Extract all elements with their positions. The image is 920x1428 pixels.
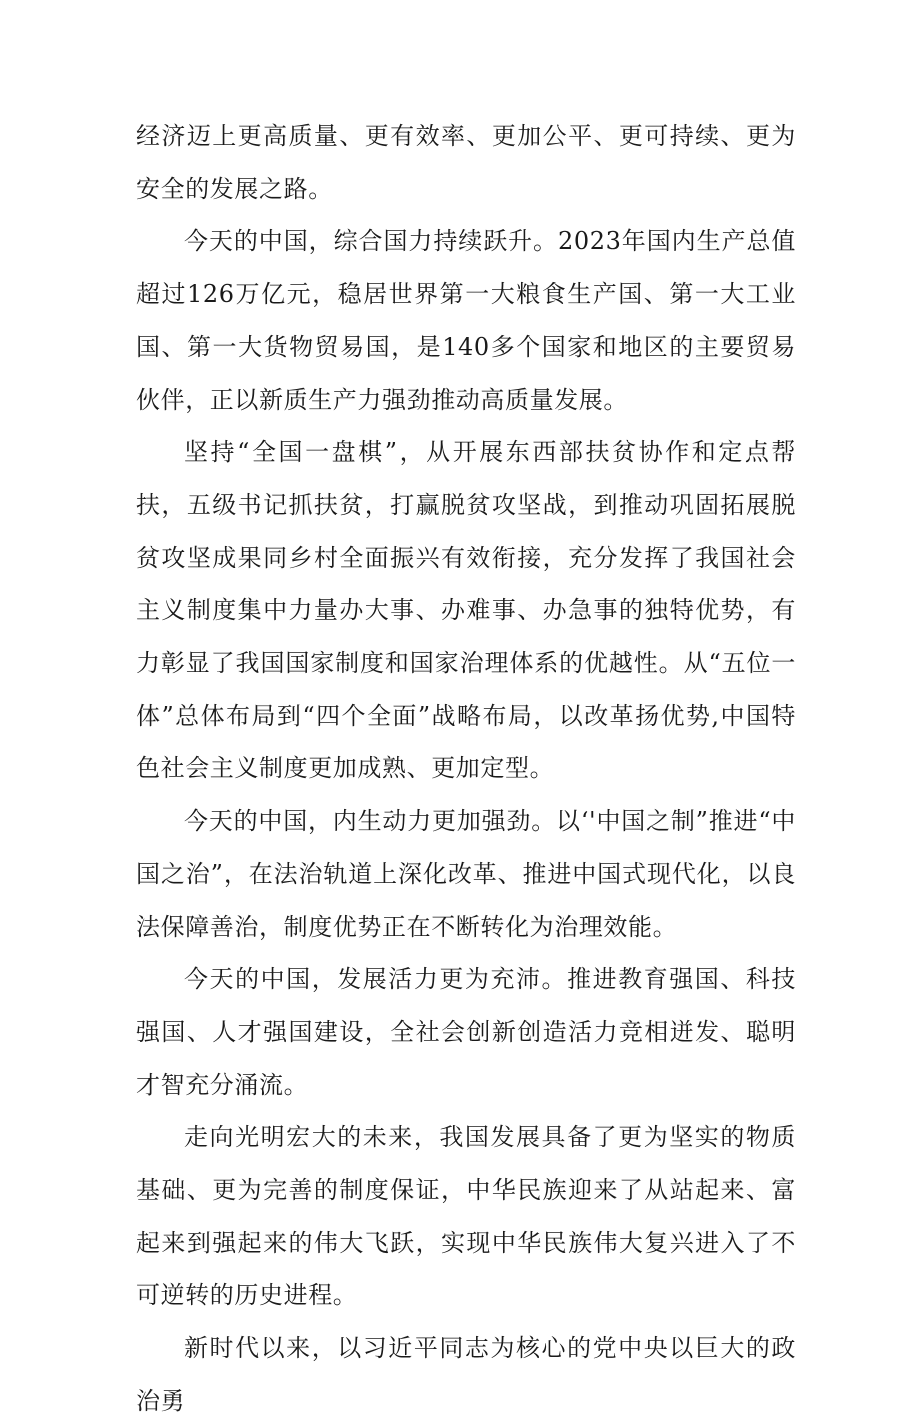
paragraph-bright-future: 走向光明宏大的未来，我国发展具备了更为坚实的物质基础、更为完善的制度保证，中华民族迎来了从站起来、富起来到强起来的伟大飞跃，实现中华民族伟大复兴进入了不可逆转的历史进程。 <box>136 1123 796 1310</box>
paragraph-continuation: 经济迈上更高质量、更有效率、更加公平、更可持续、更为安全的发展之路。 <box>136 122 796 203</box>
paragraph-national-strength: 今天的中国，综合国力持续跃升。2023年国内生产总值超过126万亿元，稳居世界第一大粮食生产国、第一大工业国、第一大货物贸易国，是140多个国家和地区的主要贸易伙伴，正以新质生产力强劲推动高质量发展。 <box>136 227 796 414</box>
paragraph-whole-country: 坚持“全国一盘棋”，从开展东西部扶贫协作和定点帮扶，五级书记抓扶贫，打赢脱贫攻坚战，到推动巩固拓展脱贫攻坚成果同乡村全面振兴有效衔接，充分发挥了我国社会主义制度集中力量办大事、办难事、办急事的独特优势，有力彰显了我国国家制度和国家治理体系的优越性。从“五位一体”总体布局到“四个全面”战略布局，以改革扬优势,中国特色社会主义制度更加成熟、更加定型。 <box>136 438 796 783</box>
paragraph-new-era: 新时代以来，以习近平同志为核心的党中央以巨大的政治勇 <box>136 1334 796 1415</box>
paragraph-development-vitality: 今天的中国，发展活力更为充沛。推进教育强国、科技强国、人才强国建设，全社会创新创造活力竞相迸发、聪明才智充分涌流。 <box>136 965 796 1099</box>
paragraph-internal-driving-force: 今天的中国，内生动力更加强劲。以‘'中国之制”推进“中国之治”，在法治轨道上深化改革、推进中国式现代化，以良法保障善治，制度优势正在不断转化为治理效能。 <box>136 807 796 941</box>
document-body <box>136 110 796 1428</box>
